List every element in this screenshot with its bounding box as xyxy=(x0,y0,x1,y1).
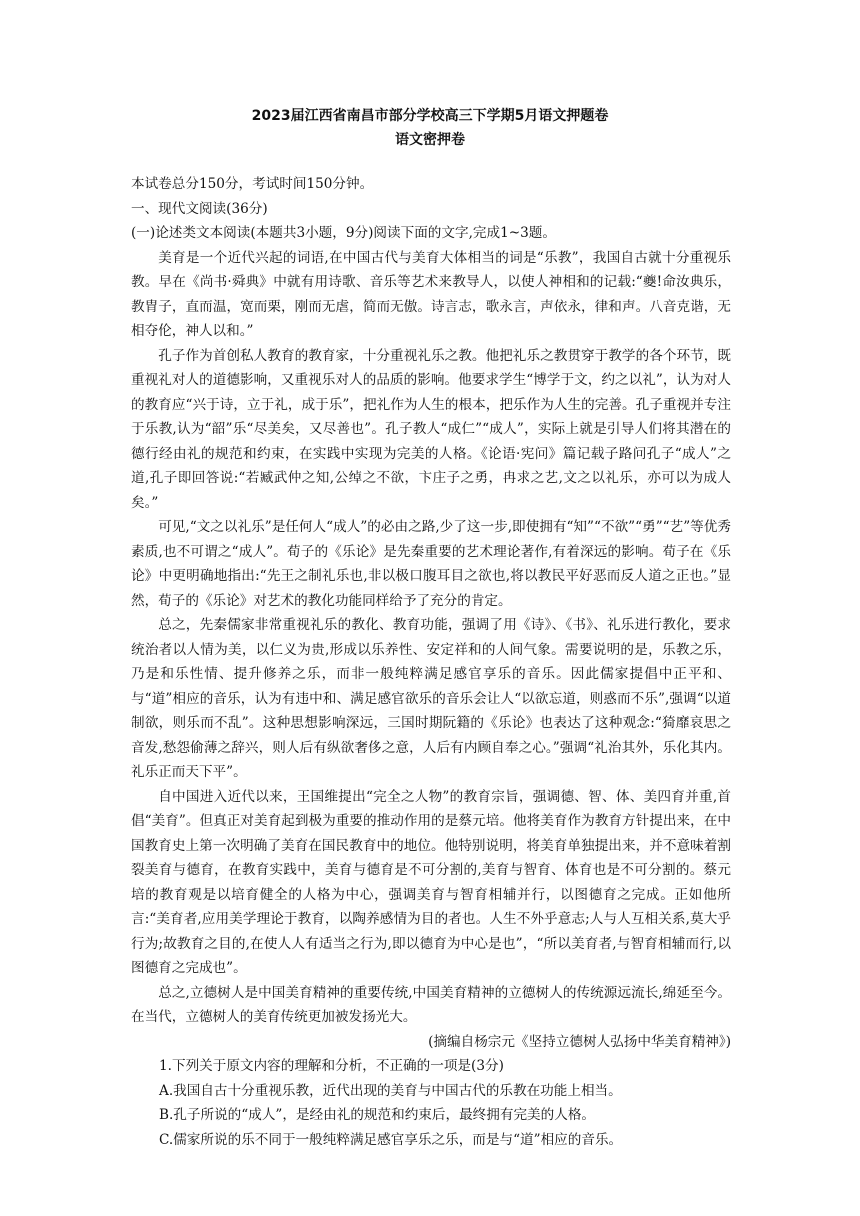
exam-subtitle: 语文密押卷 xyxy=(395,132,465,148)
exam-title: 2023届江西省南昌市部分学校高三下学期5月语文押题卷 xyxy=(251,108,609,124)
article-paragraph: 美育是一个近代兴起的词语,在中国古代与美育大体相当的词是“乐教”，我国自古就十分重视乐教。早在《尚书·舜典》中就有用诗歌、音乐等艺术来教导人，以使人神相和的记载:“夔!命汝典乐，教胄子，直而温，宽而栗，刚而无虐，简而无傲。诗言志，歌永言，声依永，律和声。八音克谐，无相夺伦，神人以和。” xyxy=(131,249,731,339)
article-source: (摘编自杨宗元《坚持立德树人弘扬中华美育精神》) xyxy=(428,1033,731,1050)
option-a: A.我国自古十分重视乐教，近代出现的美育与中国古代的乐教在功能上相当。 xyxy=(159,1082,622,1099)
article-paragraph: 自中国进入近代以来，王国维提出“完全之人物”的教育宗旨，强调德、智、体、美四育并重,首倡“美育”。但真正对美育起到极为重要的推动作用的是蔡元培。他将美育作为教育方针提出来，在中国教育史上第一次明确了美育在国民教育中的地位。他特别说明，将美育单独提出来，并不意味着割裂美育与德育，在教育实践中，美育与德育是不可分割的,美育与智育、体育也是不可分割的。蔡元培的教育观是以培育健全的人格为中心，强调美育与智育相辅并行，以图德育之完成。正如他所言:“美育者,应用美学理论于教育，以陶养感情为目的者也。人生不外乎意志;人与人互相关系,莫大乎行为;故教育之目的,在使人人有适当之行为,即以德育为中心是也”，“所以美育者,与智育相辅而行,以图德育之完成也”。 xyxy=(131,788,731,976)
subsection-heading: (一)论述类文本阅读(本题共3小题，9分)阅读下面的文字,完成1~3题。 xyxy=(131,225,556,241)
exam-info: 本试卷总分150分，考试时间150分钟。 xyxy=(131,176,374,192)
section-heading: 一、现代文阅读(36分) xyxy=(131,200,268,217)
article-paragraph: 总之,立德树人是中国美育精神的重要传统,中国美育精神的立德树人的传统源远流长,绵延至今。在当代，立德树人的美育传统更加被发扬光大。 xyxy=(131,984,731,1025)
option-b: B.孔子所说的“成人”，是经由礼的规范和约束后，最终拥有完美的人格。 xyxy=(159,1107,596,1123)
article-paragraph: 孔子作为首创私人教育的教育家，十分重视礼乐之教。他把礼乐之教贯穿于教学的各个环节，既重视礼对人的道德影响，又重视乐对人的品质的影响。他要求学生“博学于文，约之以礼”，认为对人的教育应“兴于诗，立于礼，成于乐”，把礼作为人生的根本，把乐作为人生的完善。孔子重视并专注于乐教,认为“韶”乐“尽美矣，又尽善也”。孔子教人“成仁”“成人”，实际上就是引导人们将其潜在的德行经由礼的规范和约束，在实践中实现为完美的人格。《论语·宪问》篇记载子路问孔子“成人”之道,孔子即回答说:“若臧武仲之知,公绰之不欲，卞庄子之勇，冉求之艺,文之以礼乐，亦可以为成人矣。” xyxy=(131,347,731,511)
article-paragraph: 总之，先秦儒家非常重视礼乐的教化、教育功能，强调了用《诗》、《书》、礼乐进行教化，要求统治者以人情为美，以仁义为贵,形成以乐养性、安定祥和的人间气象。需要说明的是，乐教之乐，乃是和乐性情、提升修养之乐，而非一般纯粹满足感官享乐的音乐。因此儒家提倡中正平和、与“道”相应的音乐，认为有违中和、满足感官欲乐的音乐会让人“以欲忘道，则惑而不乐”,强调“以道制欲，则乐而不乱”。这种思想影响深远，三国时期阮籍的《乐论》也表达了这种观念:“猗靡哀思之音发,愁怨偷薄之辞兴，则人后有纵欲奢侈之意，人后有内顾自奉之心。”强调“礼治其外，乐化其内。礼乐正而天下平”。 xyxy=(131,617,731,780)
exam-body xyxy=(131,172,731,1152)
option-c: C.儒家所说的乐不同于一般纯粹满足感官享乐之乐，而是与“道”相应的音乐。 xyxy=(159,1131,623,1148)
question-stem: 1.下列关于原文内容的理解和分析，不正确的一项是(3分) xyxy=(159,1058,504,1074)
article-paragraph: 可见,“文之以礼乐”是任何人“成人”的必由之路,少了这一步,即使拥有“知”“不欲”“勇”“艺”等优秀素质,也不可谓之“成人”。荀子的《乐论》是先秦重要的艺术理论著作,有着深远的影响。荀子在《乐论》中更明确地指出:“先王之制礼乐也,非以极口腹耳目之欲也,将以教民平好恶而反人道之正也。”显然，荀子的《乐论》对艺术的教化功能同样给予了充分的肯定。 xyxy=(131,519,731,609)
